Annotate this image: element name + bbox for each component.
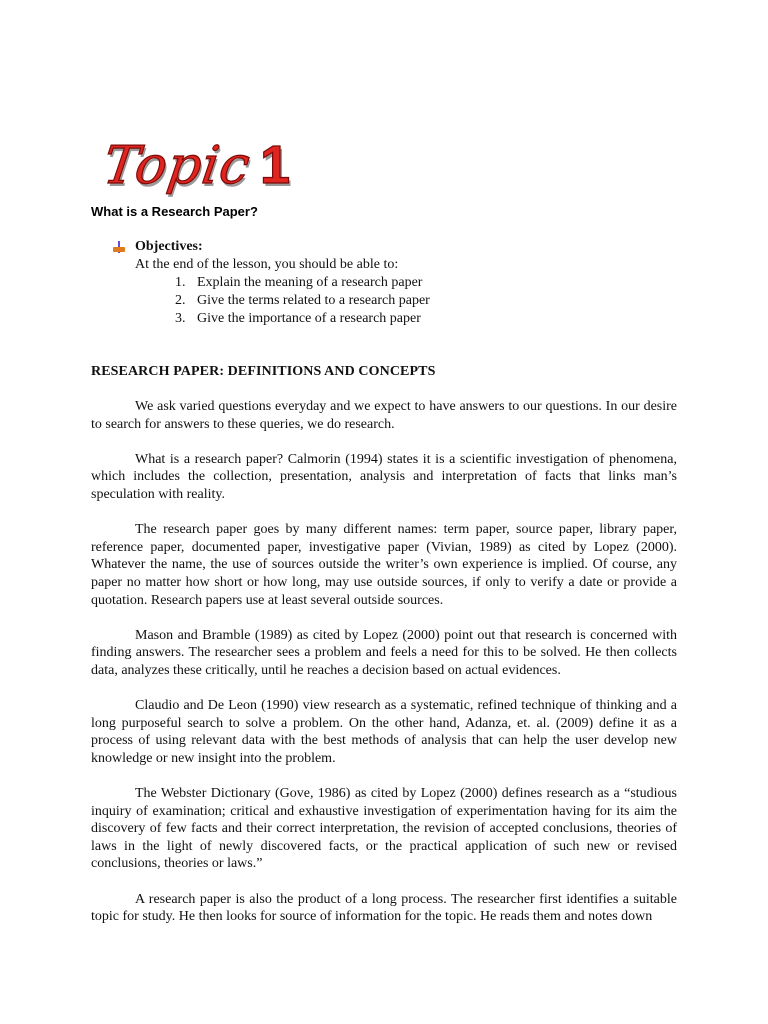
list-item-number: 1. [175,275,186,290]
topic-word: Topic [99,136,255,196]
topic-number: 1 [260,135,291,195]
body-text [91,398,677,943]
list-item-text: Give the importance of a research paper [197,311,421,326]
paragraph: The research paper goes by many different names: term paper, source paper, library paper, reference paper, documented paper, investigative paper (Vivian, 1989) as cited by Lopez (2000). Whatever the name, the use of sources outside the writer’s own experience is implied. Of course, any paper no matter how short or how long, may use outside sources, if only to verify a date or provide a quotation. Research papers use at least several outside sources. [91,522,677,608]
paragraph: The Webster Dictionary (Gove, 1986) as cited by Lopez (2000) defines research as a “studious inquiry of examination; critical and exhaustive investigation of experimentation having for its aim the discovery of few facts and their correct interpretation, the revision of accepted conclusions, theories of laws in the light of newly discovered facts, or the practical application of such new or revised conclusions, theories or laws.” [91,786,677,872]
paragraph: Claudio and De Leon (1990) view research as a systematic, refined technique of thinking and a long purposeful search to solve a problem. On the other hand, Adanza, et. al. (2009) define it as a process of using relevant data with the best methods of analysis that can help the user develop new knowledge or new insight into the problem. [91,698,677,766]
list-item [175,292,430,310]
question-title: What is a Research Paper? [91,204,258,219]
list-item [175,274,430,292]
list-item-number: 3. [175,311,186,326]
paragraph: Mason and Bramble (1989) as cited by Lopez (2000) point out that research is concerned with finding answers. The researcher sees a problem and feels a need for this to be solved. He then collects data, analyzes these critically, until he reaches a decision based on actual evidences. [91,627,677,678]
list-item [175,310,430,328]
list-item-text: Give the terms related to a research paper [197,293,430,308]
list-item-text: Explain the meaning of a research paper [197,275,423,290]
paragraph: We ask varied questions everyday and we expect to have answers to our questions. In our desire to search for answers to these queries, we do research. [91,399,677,432]
objectives-intro: At the end of the lesson, you should be able to: [135,257,399,272]
paragraph: What is a research paper? Calmorin (1994) states it is a scientific investigation of phenomena, which includes the collection, presentation, analysis and interpretation of facts that links man’s speculation with reality. [91,451,677,502]
objectives-list [175,274,430,328]
section-heading: RESEARCH PAPER: DEFINITIONS AND CONCEPTS [91,364,436,379]
paragraph: A research paper is also the product of a long process. The researcher first identifies a suitable topic for study. He then looks for source of information for the topic. He reads them and notes down [91,891,677,925]
pushpin-bullet-icon [113,241,125,253]
objectives-block [113,238,430,328]
topic-heading [99,118,291,196]
objectives-header [113,238,430,256]
list-item-number: 2. [175,293,186,308]
objectives-title: Objectives: [135,239,203,254]
